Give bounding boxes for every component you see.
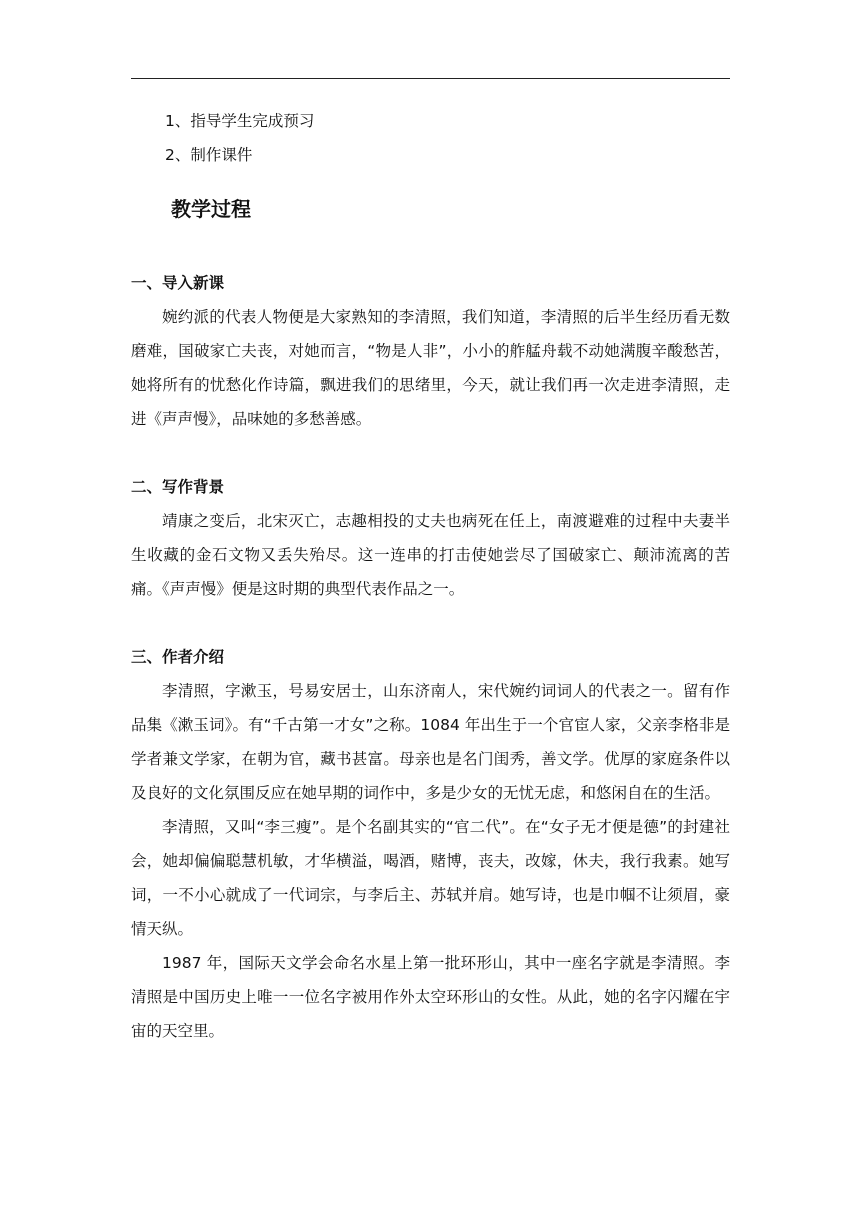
section-intro xyxy=(131,266,730,436)
paragraph: 靖康之变后，北宋灭亡，志趣相投的丈夫也病死在任上，南渡避难的过程中夫妻半生收藏的金石文物又丢失殆尽。这一连串的打击使她尝尽了国破家亡、颠沛流离的苦痛。《声声慢》便是这时期的典型代表作品之一。 xyxy=(131,512,730,598)
preparation-item: 1、指导学生完成预习 xyxy=(165,112,315,130)
paragraph: 李清照，又叫“李三瘦”。是个名副其实的“官二代”。在“女子无才便是德”的封建社会，她却偏偏聪慧机敏，才华横溢，喝酒，赌博，丧夫，改嫁，休夫，我行我素。她写词，一不小心就成了一代词宗，与李后主、苏轼并肩。她写诗，也是巾帼不让须眉，豪情天纵。 xyxy=(131,818,730,938)
section-heading: 二、写作背景 xyxy=(131,478,225,496)
preparation-list xyxy=(131,104,730,172)
section-heading: 三、作者介绍 xyxy=(131,648,225,666)
process-title: 教学过程 xyxy=(171,197,251,221)
section-background xyxy=(131,470,730,606)
paragraph: 婉约派的代表人物便是大家熟知的李清照，我们知道，李清照的后半生经历看无数磨难，国破家亡夫丧，对她而言，“物是人非”，小小的舴艋舟载不动她满腹辛酸愁苦，她将所有的忧愁化作诗篇，飘进我们的思绪里，今天，就让我们再一次走进李清照，走进《声声慢》，品味她的多愁善感。 xyxy=(131,308,730,428)
preparation-item: 2、制作课件 xyxy=(165,146,253,164)
document-content xyxy=(131,104,730,1048)
section-heading: 一、导入新课 xyxy=(131,274,225,292)
paragraph: 李清照，字漱玉，号易安居士，山东济南人，宋代婉约词词人的代表之一。留有作品集《漱玉词》。有“千古第一才女”之称。1084 年出生于一个官宦人家，父亲李格非是学者兼文学家，在朝为官，藏书甚富。母亲也是名门闺秀，善文学。优厚的家庭条件以及良好的文化氛围反应在她早期的词作中，多是少女的无忧无虑，和悠闲自在的生活。 xyxy=(131,682,730,802)
section-author xyxy=(131,640,730,1048)
paragraph: 1987 年，国际天文学会命名水星上第一批环形山，其中一座名字就是李清照。李清照是中国历史上唯一一位名字被用作外太空环形山的女性。从此，她的名字闪耀在宇宙的天空里。 xyxy=(131,954,730,1040)
header-rule xyxy=(131,78,730,79)
